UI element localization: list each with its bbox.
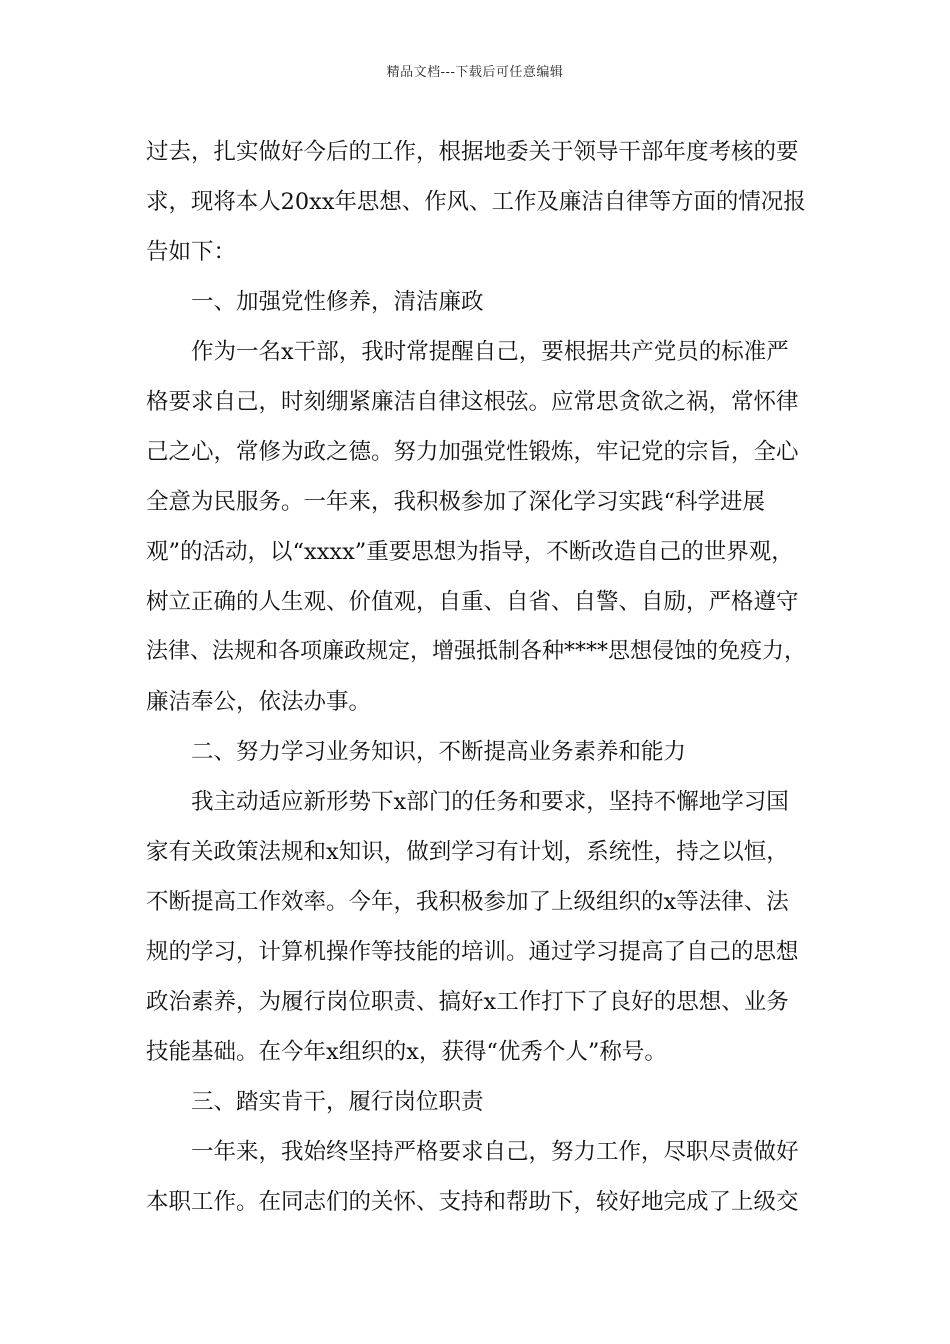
text-line: 规的学习，计算机操作等技能的培训。通过学习提高了自己的思想	[146, 939, 799, 965]
text-line: 家有关政策法规和x知识，做到学习有计划，系统性，持之以恒，	[146, 839, 789, 865]
text-line: 法律、法规和各项廉政规定，增强抵制各种****思想侵蚀的免疫力，	[146, 639, 807, 664]
text-line: 技能基础。在今年x组织的x，获得“优秀个人”称号。	[146, 1039, 667, 1065]
text-line: 树立正确的人生观、价值观，自重、自省、自警、自励，严格遵守	[146, 589, 799, 615]
text-line: 本职工作。在同志们的关怀、支持和帮助下，较好地完成了上级交	[146, 1189, 799, 1215]
text-line: 一年来，我始终坚持严格要求自己，努力工作，尽职尽责做好	[191, 1139, 799, 1165]
text-line: 告如下：	[146, 239, 237, 265]
text-line: 格要求自己，时刻绷紧廉洁自律这根弦。应常思贪欲之祸，常怀律	[146, 389, 799, 415]
text-line: 作为一名x干部，我时常提醒自己，要根据共产党员的标准严	[191, 339, 789, 365]
section-heading: 三、踏实肯干，履行岗位职责	[191, 1089, 484, 1115]
text-line: 过去，扎实做好今后的工作，根据地委关于领导干部年度考核的要	[146, 139, 799, 165]
document-body	[146, 130, 806, 1230]
text-line: 我主动适应新形势下x部门的任务和要求，坚持不懈地学习国	[191, 789, 789, 815]
text-line: 求，现将本人20xx年思想、作风、工作及廉洁自律等方面的情况报	[146, 189, 806, 215]
text-line: 观”的活动，以“xxxx”重要思想为指导，不断改造自己的世界观，	[146, 539, 794, 565]
text-line: 廉洁奉公，依法办事。	[146, 689, 372, 715]
text-line: 不断提高工作效率。今年，我积极参加了上级组织的x等法律、法	[146, 889, 789, 915]
section-heading: 一、加强党性修养，清洁廉政	[191, 289, 484, 315]
text-line: 政治素养，为履行岗位职责、搞好x工作打下了良好的思想、业务	[146, 989, 789, 1015]
page-header: 精品文档---下载后可任意编辑	[386, 65, 564, 80]
text-line: 己之心，常修为政之德。努力加强党性锻炼，牢记党的宗旨，全心	[146, 439, 799, 465]
text-line: 全意为民服务。一年来，我积极参加了深化学习实践“科学进展	[146, 489, 766, 515]
section-heading: 二、努力学习业务知识，不断提高业务素养和能力	[191, 739, 687, 765]
